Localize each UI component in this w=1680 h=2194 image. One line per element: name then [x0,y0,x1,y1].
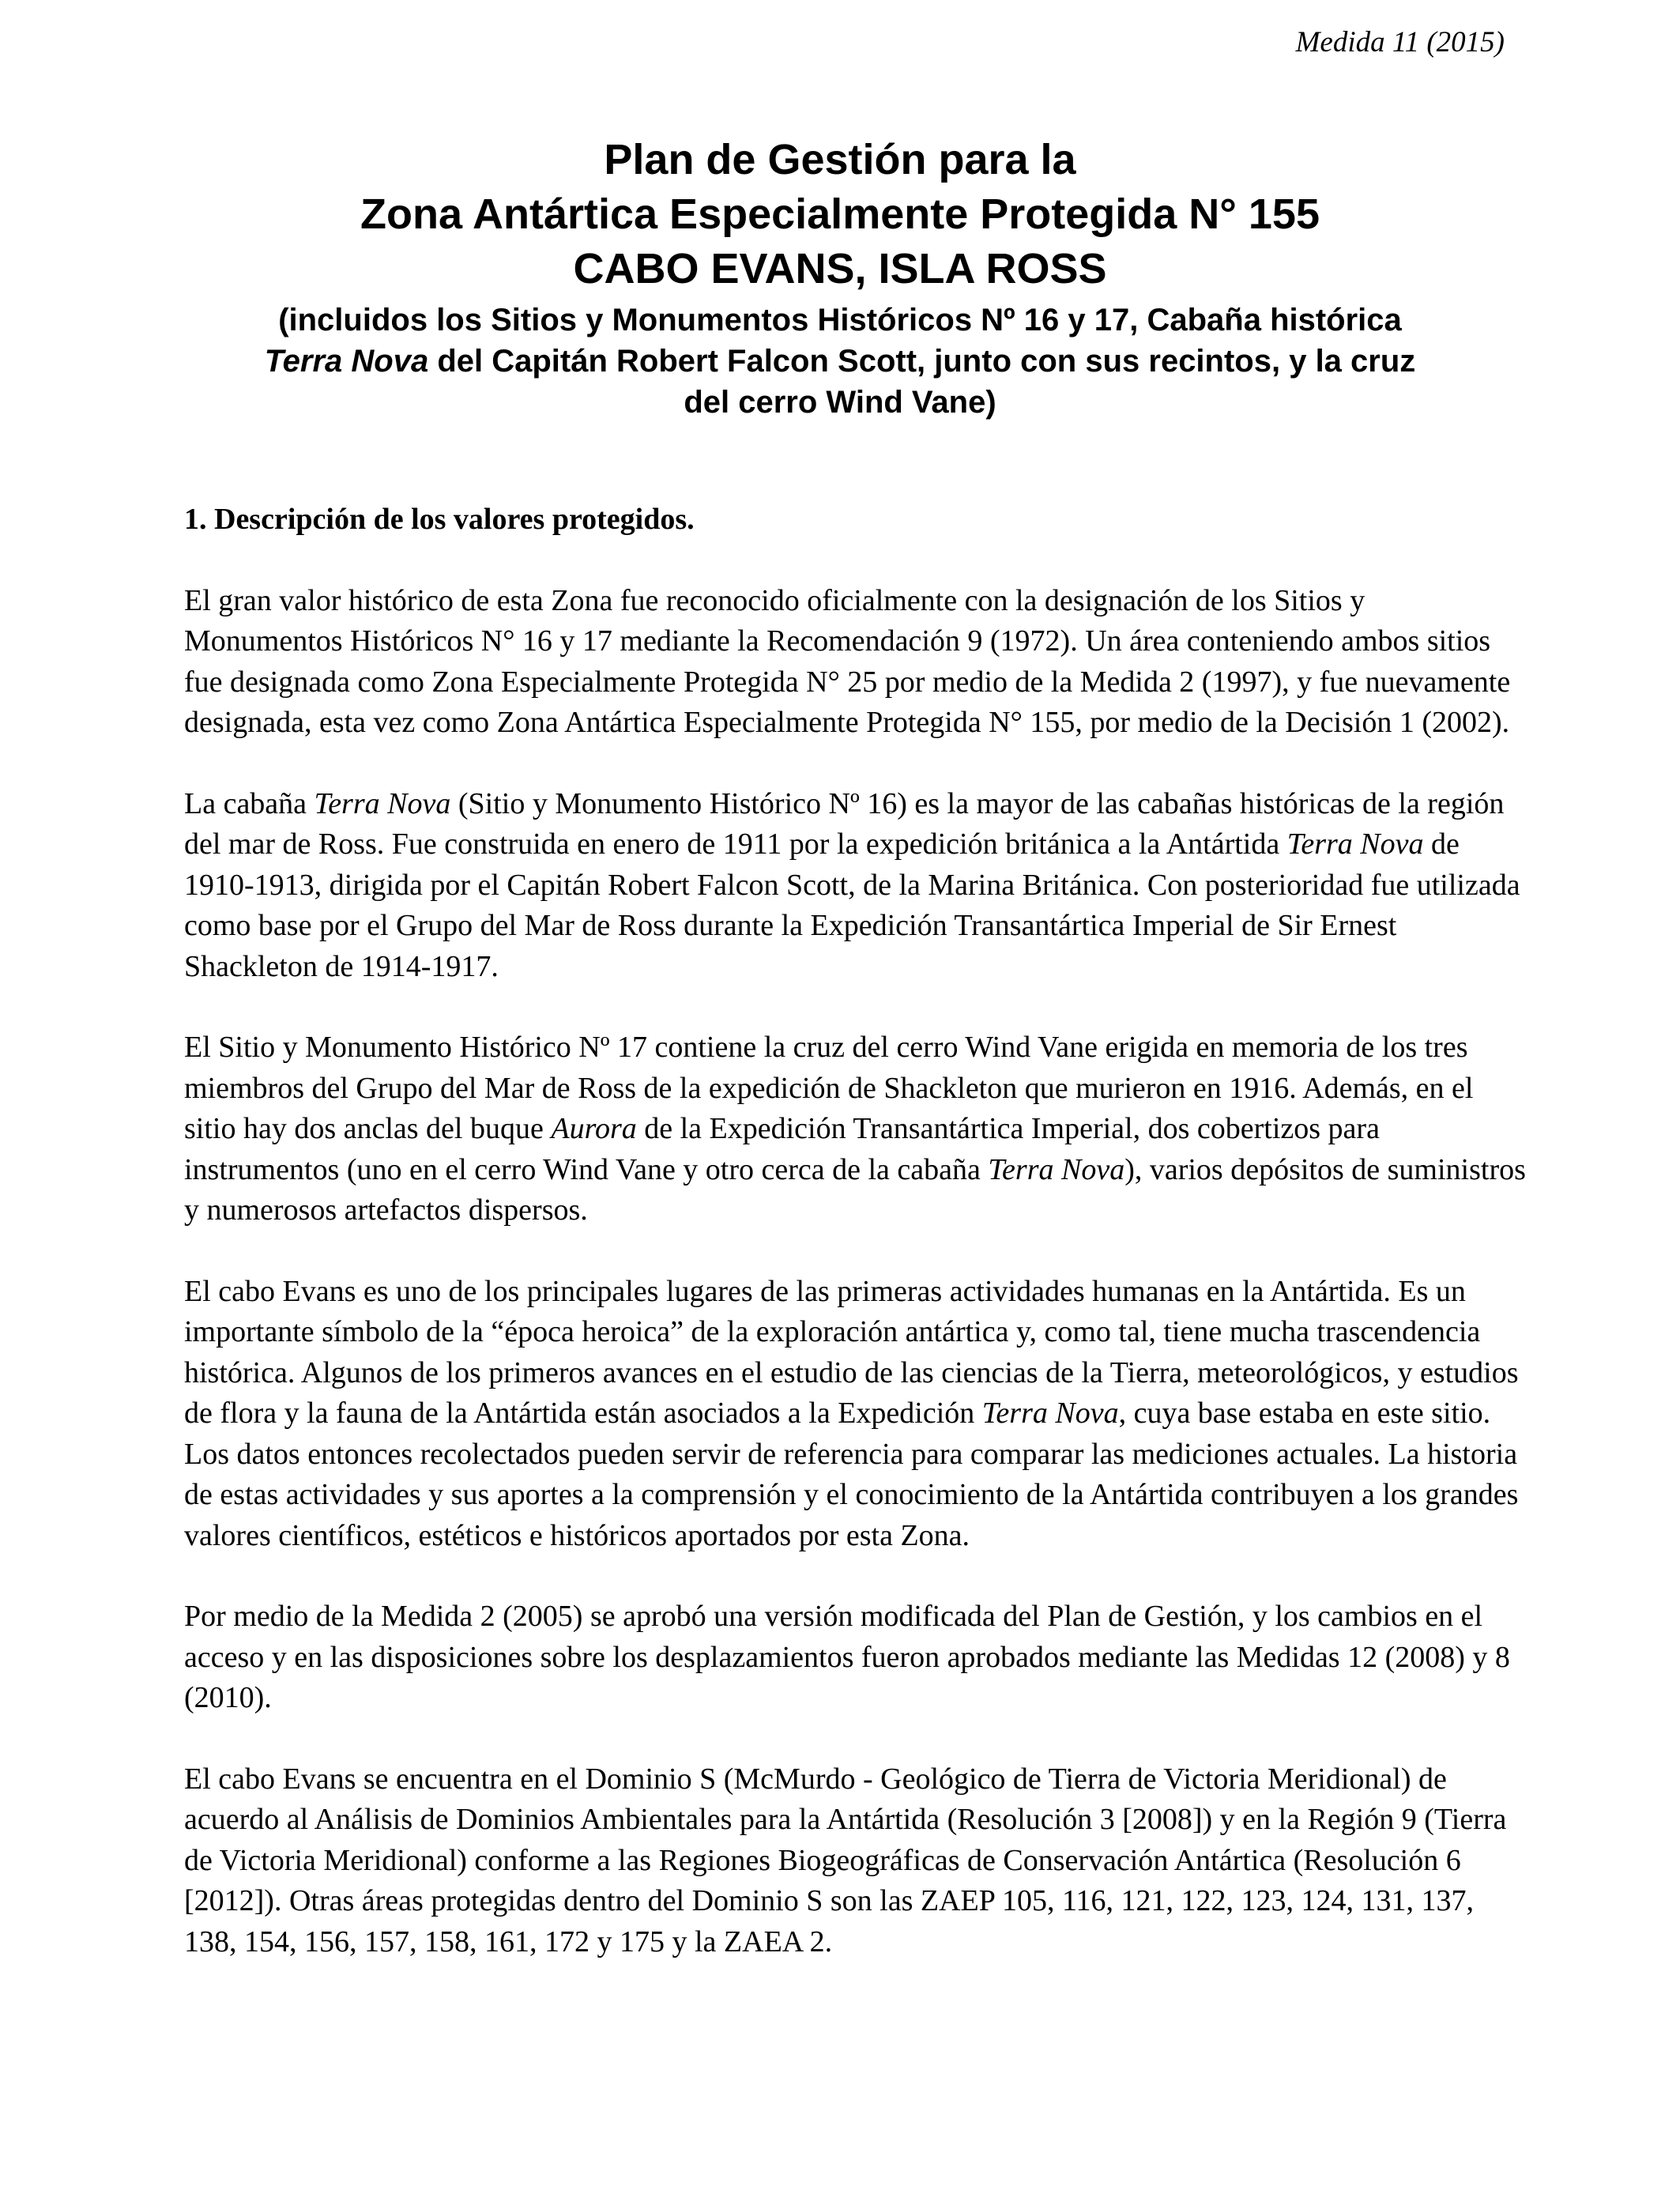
document-subtitle [142,300,1538,423]
text-run: , cuya base estaba en este sitio. Los datos entonces recolectados pueden servir de referencia para comparar las mediciones actuales. La historia de estas actividades y sus aportes a la comprensión y el conocimiento de la Antártida contribuyen a los grandes valores científicos, estéticos e históricos aportados por esta Zona. [184,1397,1519,1552]
document-title [142,133,1538,423]
text-run: de la Expedición Transantártica Imperial, dos cobertizos para instrumentos (uno en el cerro Wind Vane y otro cerca de la cabaña [184,1112,1380,1186]
text-run: El cabo Evans es uno de los principales lugares de las primeras actividades humanas en la Antártida. Es un importante símbolo de la “época heroica” de la exploración antártica y, como tal, tiene mucha trascendencia histórica. Algunos de los primeros avances en el estudio de las ciencias de la Tierra, meteorológicos, y estudios de flora y la fauna de la Antártida están asociados a la Expedición [184,1274,1519,1430]
text-run: ), varios depósitos de suministros y numerosos artefactos dispersos. [184,1152,1526,1227]
title-line-1: Plan de Gestión para la [604,136,1076,183]
paragraph-3 [184,1027,1527,1231]
italic-run: Terra Nova [1286,827,1424,861]
paragraph-6: El cabo Evans se encuentra en el Dominio S (McMurdo - Geológico de Tierra de Victoria Meridional) de acuerdo al Análisis de Dominios Ambientales para la Antártida (Resolución 3 [2008]) y en la Región 9 (Tierra de Victoria Meridional) conforme a las Regiones Biogeográficas de Conservación Antártica (Resolución 6 [2012]). Otras áreas protegidas dentro del Dominio S son las ZAEP 105, 116, 121, 122, 123, 124, 131, 137, 138, 154, 156, 157, 158, 161, 172 y 175 y la ZAEA 2. [184,1762,1507,1958]
subtitle-italic: Terra Nova [264,344,429,379]
subtitle-text: del cerro Wind Vane) [684,385,996,420]
document-body [184,499,1527,2003]
title-line-3: CABO EVANS, ISLA ROSS [573,245,1107,292]
italic-run: Terra Nova [988,1152,1125,1186]
text-run: (Sitio y Monumento Histórico Nº 16) es la mayor de las cabañas históricas de la región del mar de Ross. Fue construida en enero de 1911 por la expedición británica a la Antártida [184,786,1505,861]
italic-run: Aurora [551,1112,637,1145]
measure-reference: Medida 11 (2015) [1295,26,1505,58]
section-heading: 1. Descripción de los valores protegidos. [184,503,695,536]
text-run: La cabaña [184,786,315,820]
italic-run: Terra Nova [981,1397,1119,1430]
subtitle-text: (incluidos los Sitios y Monumentos Históricos Nº 16 y 17, Cabaña histórica [278,303,1402,337]
paragraph-1: El gran valor histórico de esta Zona fue reconocido oficialmente con la designación de los Sitios y Monumentos Históricos N° 16 y 17 mediante la Recomendación 9 (1972). Un área conteniendo ambos sitios fue designada como Zona Especialmente Protegida N° 25 por medio de la Medida 2 (1997), y fue nuevamente designada, esta vez como Zona Antártica Especialmente Protegida N° 155, por medio de la Decisión 1 (2002). [184,583,1511,739]
subtitle-text: del Capitán Robert Falcon Scott, junto con sus recintos, y la cruz [428,344,1416,379]
paragraph-2 [184,784,1527,988]
paragraph-5: Por medio de la Medida 2 (2005) se aprobó una versión modificada del Plan de Gestión, y los cambios en el acceso y en las disposiciones sobre los desplazamientos fueron aprobados mediante las Medidas 12 (2008) y 8 (2010). [184,1600,1510,1714]
title-line-2: Zona Antártica Especialmente Protegida N° 155 [360,190,1320,238]
paragraph-4 [184,1272,1527,1557]
text-run: de 1910-1913, dirigida por el Capitán Robert Falcon Scott, de la Marina Británica. Con posterioridad fue utilizada como base por el Grupo del Mar de Ross durante la Expedición Transantártica Imperial de Sir Ernest Shackleton de 1914-1917. [184,827,1520,983]
italic-run: Terra Nova [314,786,451,820]
text-run: El Sitio y Monumento Histórico Nº 17 contiene la cruz del cerro Wind Vane erigida en memoria de los tres miembros del Grupo del Mar de Ross de la expedición de Shackleton que murieron en 1916. Además, en el sitio hay dos anclas del buque [184,1031,1474,1145]
